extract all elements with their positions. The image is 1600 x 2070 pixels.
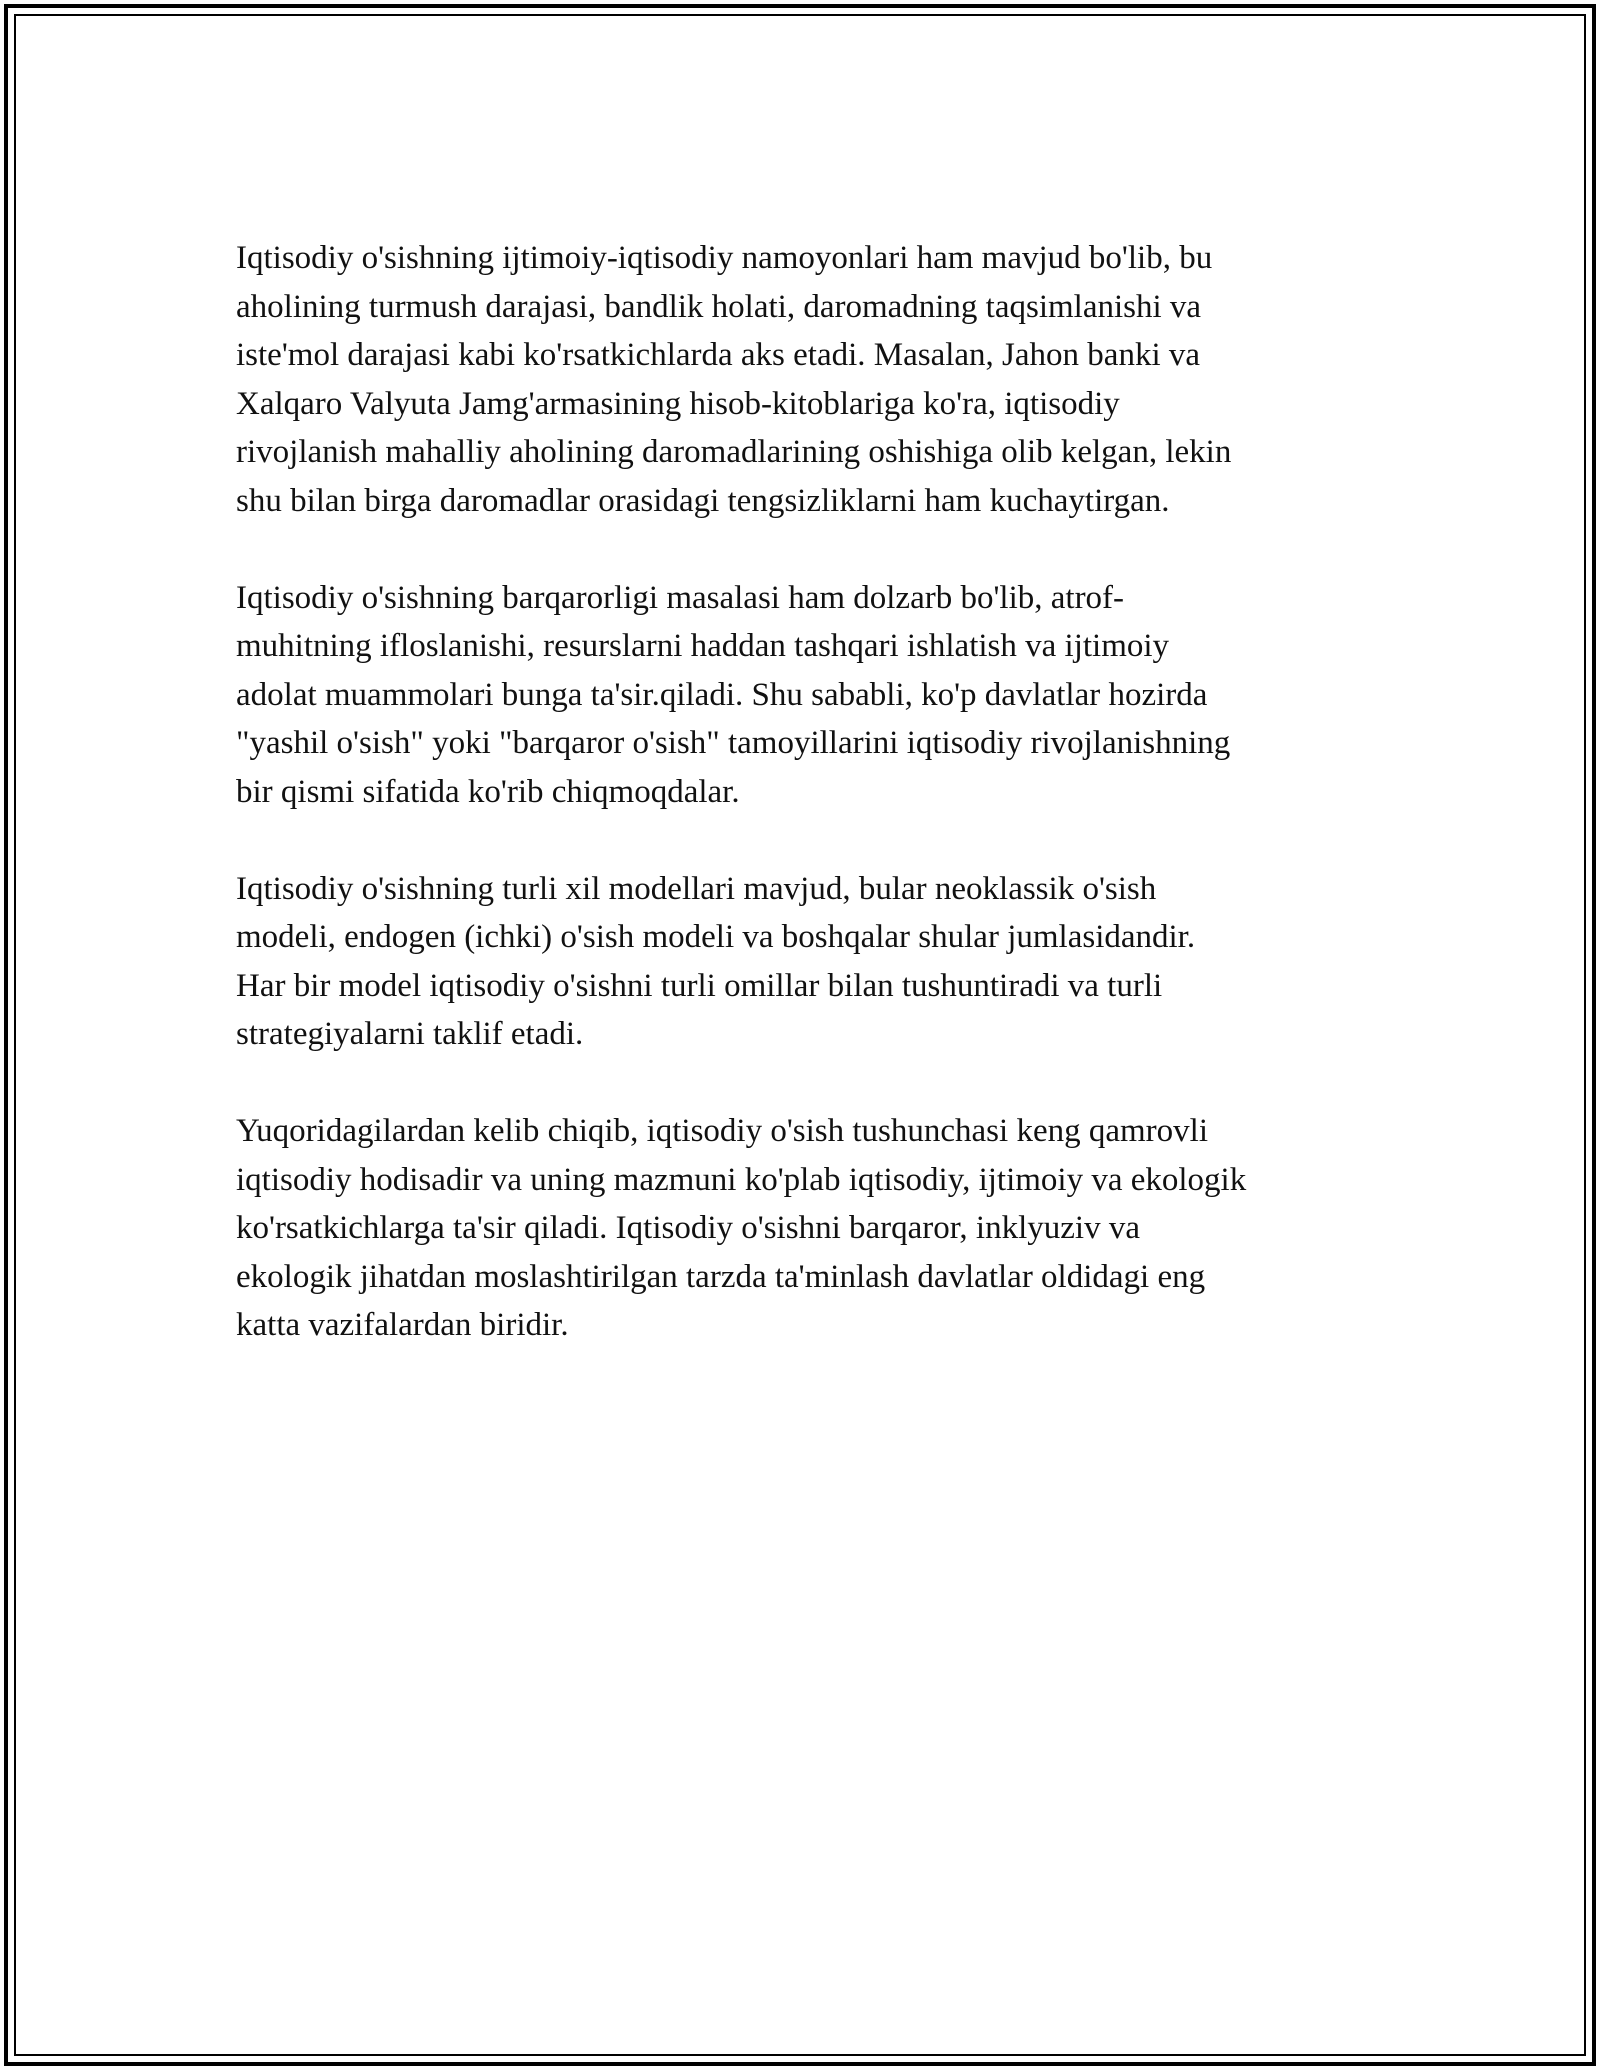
paragraph-2: Iqtisodiy o'sishning barqarorligi masalasi ham dolzarb bo'lib, atrof- muhitning ifloslanishi, resurslarni haddan tashqari ishlatish va ijtimoiy adolat muammolari bunga ta'sir.qiladi. Shu sababli, ko'p davlatlar hozirda "yashil o'sish" yoki "barqaror o'sish" tamoyillarini iqtisodiy rivojlanishning bir qismi sifatida ko'rib chiqmoqdalar. <box>236 579 1231 810</box>
paragraph-1: Iqtisodiy o'sishning ijtimoiy-iqtisodiy namoyonlari ham mavjud bo'lib, bu aholining turmush darajasi, bandlik holati, daromadning taqsimlanishi va iste'mol darajasi kabi ko'rsatkichlarda aks etadi. Masalan, Jahon banki va Xalqaro Valyuta Jamg'armasining hisob-kitoblariga ko'ra, iqtisodiy rivojlanish mahalliy aholining daromadlarining oshishiga olib kelgan, lekin shu bilan birga daromadlar orasidagi tengsizliklarni ham kuchaytirgan. <box>236 240 1232 519</box>
document-body <box>236 234 1376 1398</box>
paragraph-3: Iqtisodiy o'sishning turli xil modellari mavjud, bular neoklassik o'sish modeli, endogen (ichki) o'sish modeli va boshqalar shular jumlasidandir. Har bir model iqtisodiy o'sishni turli omillar bilan tushuntiradi va turli strategiyalarni taklif etadi. <box>236 870 1196 1052</box>
paragraph-4: Yuqoridagilardan kelib chiqib, iqtisodiy o'sish tushunchasi keng qamrovli iqtisodiy hodisadir va uning mazmuni ko'plab iqtisodiy, ijtimoiy va ekologik ko'rsatkichlarga ta'sir qiladi. Iqtisodiy o'sishni barqaror, inklyuziv va ekologik jihatdan moslashtirilgan tarzda ta'minlash davlatlar oldidagi eng katta vazifalardan biridir. <box>236 1113 1247 1343</box>
